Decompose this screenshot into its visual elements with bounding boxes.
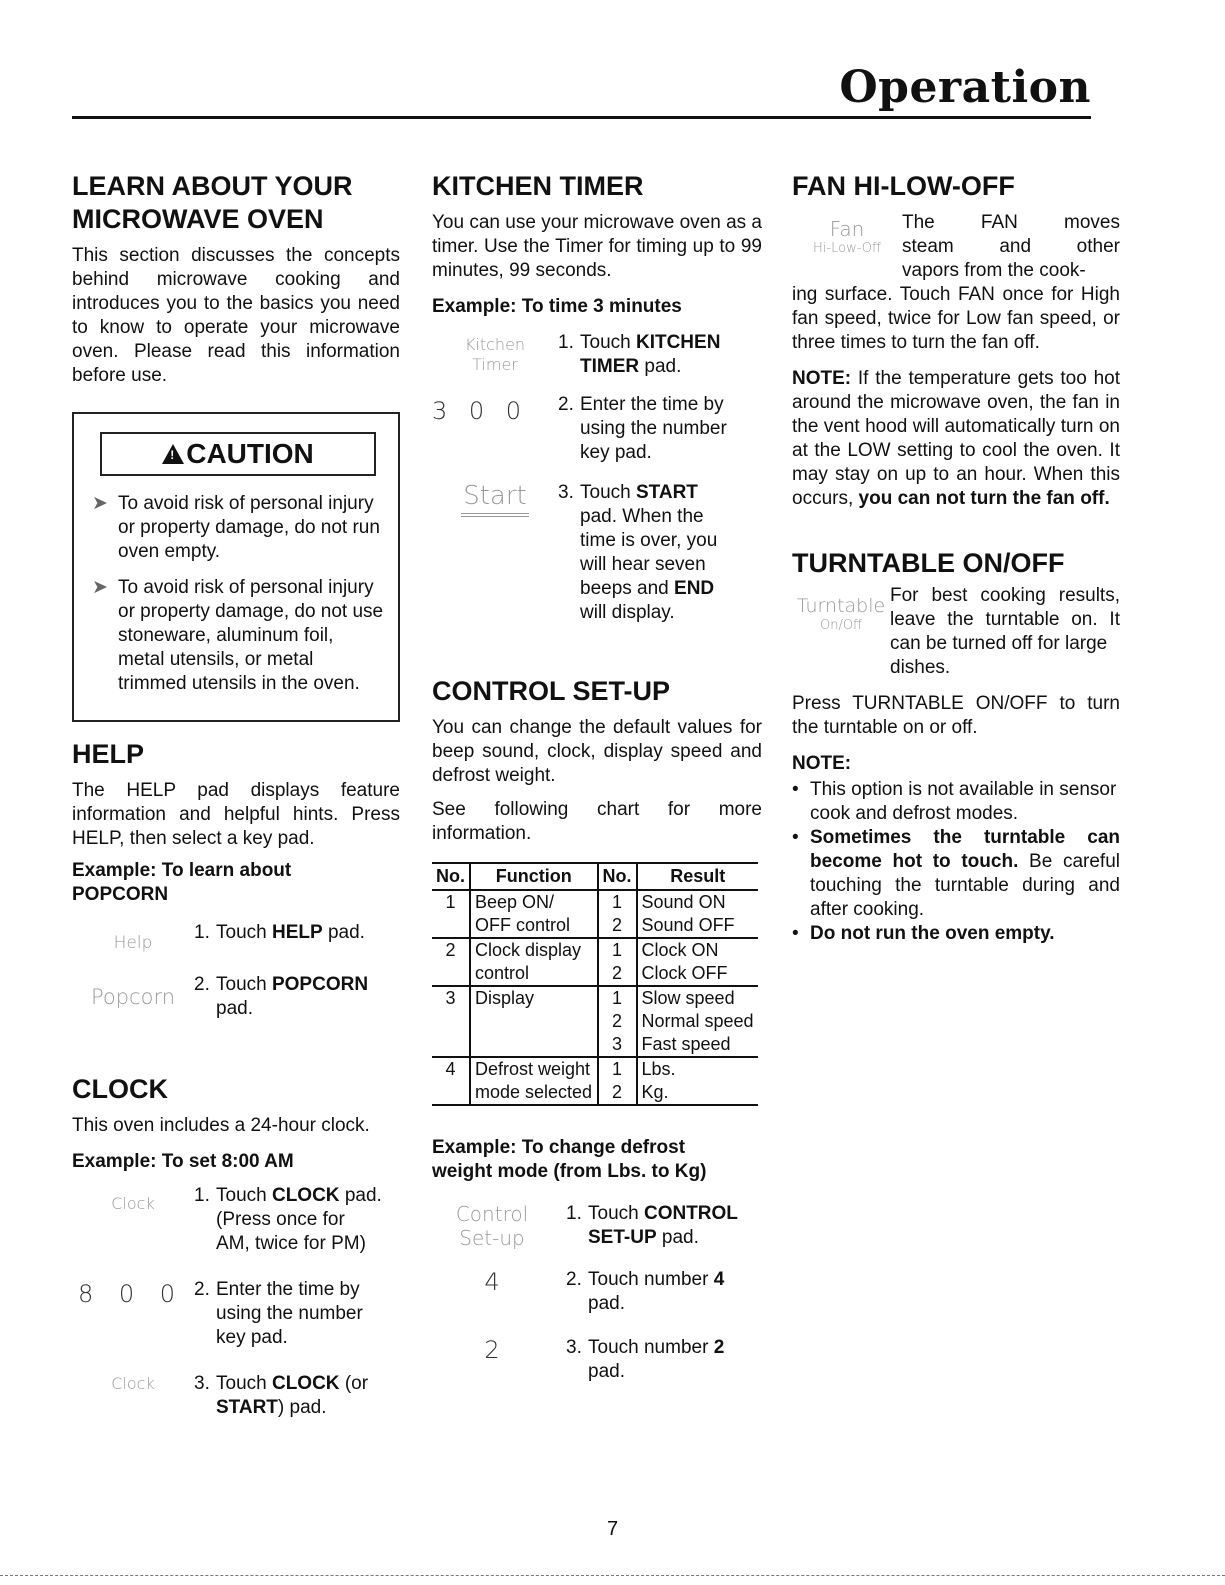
table-row: OFF control 2 Sound OFF [432,914,758,938]
fan-heading: FAN HI-LOW-OFF [792,171,1015,201]
clock-digits: 8 0 0 [78,1280,176,1308]
help-pad: Help [113,933,153,953]
start-pad: Start [432,481,558,517]
turntable-note-item: • Sometimes the turntable can become hot to touch. Be careful touching the turntable during and after cooking. [792,827,1120,920]
clock-step-1: Clock 1. Touch CLOCK pad. (Press once for AM, twice for PM) [72,1184,400,1256]
caution-box [72,412,400,722]
table-row: 1 Beep ON/ 1 Sound ON [432,890,758,914]
kitchen-timer-pad: Kitchen Timer [464,335,526,374]
timer-step-1: Kitchen Timer 1. Touch KITCHEN TIMER pad. [432,331,762,379]
timer-step-2: 3 0 0 2. Enter the time by using the number key pad. [432,394,727,463]
learn-heading: LEARN ABOUT YOUR MICROWAVE OVEN [72,171,353,234]
turntable-note-item: • This option is not available in sensor cook and defrost modes. [792,779,1117,824]
column-right [792,170,1120,946]
help-step-1: Help 1. Touch HELP pad. [72,921,400,953]
number-2-pad: 2 [484,1336,500,1364]
fan-note: NOTE: If the temperature gets too hot around the microwave oven, the fan in the vent hood will automatically turn on at the LOW setting to cool the oven. It may stay on up to an hour. When this occurs, you can not turn the fan off. [792,368,1120,509]
table-row: 3 Fast speed [432,1033,758,1057]
help-heading: HELP [72,739,145,769]
table-row: 4 Defrost weight 1 Lbs. [432,1057,758,1081]
bullet-icon: • [792,923,799,944]
warning-icon: ! [162,444,184,464]
turntable-heading: TURNTABLE ON/OFF [792,548,1065,578]
clock-example: Example: To set 8:00 AM [72,1151,294,1172]
help-example: Example: To learn about POPCORN [72,860,292,905]
control-setup-table [432,862,758,1106]
turntable-pad: Turntable On/Off [796,595,886,633]
control-body-2: See following chart for more information. [432,799,762,844]
timer-heading: KITCHEN TIMER [432,171,644,201]
table-row: mode selected 2 Kg. [432,1081,758,1105]
caution-item: ➤ To avoid risk of personal injury or property damage, do not run oven empty. [92,493,380,562]
arrow-bullet-icon: ➤ [92,493,108,514]
timer-example: Example: To time 3 minutes [432,296,682,317]
help-body: The HELP pad displays feature information and helpful hints. Press HELP, then select a key pad. [72,780,400,849]
table-row: 2 Normal speed [432,1010,758,1033]
popcorn-pad: Popcorn [90,985,176,1009]
fan-pad: Fan Hi-Low-Off [813,217,881,256]
control-body-1: You can change the default values for beep sound, clock, display speed and defrost weight. [432,717,762,786]
turntable-note-item: • Do not run the oven empty. [792,923,1055,944]
timer-body: You can use your microwave oven as a timer. Use the Timer for timing up to 99 minutes, 99 seconds. [432,212,762,281]
caution-item: ➤ To avoid risk of personal injury or property damage, do not use stoneware, aluminum foil, metal utensils, or metal trimmed utensils in the oven. [92,577,384,694]
page-number: 7 [606,1518,619,1540]
caution-title: ! CAUTION [100,432,376,476]
control-setup-pad: Control Set-up [455,1202,529,1250]
fan-body: ing surface. Touch FAN once for High fan speed, twice for Low fan speed, or three times to turn the fan off. [792,284,1120,353]
control-example: Example: To change defrost weight mode (from Lbs. to Kg) [432,1137,707,1182]
table-header: Function [470,863,598,890]
bottom-rule [0,1575,1225,1576]
header-rule [72,116,1091,119]
clock-pad: Clock [111,1194,155,1213]
clock-step-3: Clock 3. Touch CLOCK (or START) pad. [72,1372,400,1420]
control-heading: CONTROL SET-UP [432,676,671,706]
table-row: 2 Clock display 1 Clock ON [432,938,758,962]
table-header: Result [637,863,758,890]
start-pad-underline [461,513,529,517]
bullet-icon: • [792,779,799,800]
bullet-icon: • [792,827,799,848]
clock-body: This oven includes a 24-hour clock. [72,1115,370,1136]
control-step-2: 4 2. Touch number 4 pad. [432,1268,762,1316]
learn-body: This section discusses the concepts behind microwave cooking and introduces you to the basics you need to know to operate your microwave oven. Please read this information before use. [72,245,400,386]
help-step-2: Popcorn 2. Touch POPCORN pad. [72,973,400,1021]
table-row: 3 Display 1 Slow speed [432,986,758,1010]
turntable-intro: Turntable On/Off For best cooking results, leave the turntable on. It can be turned off for large dishes. [792,584,1120,680]
timer-digits: 3 0 0 [432,397,522,425]
number-4-pad: 4 [484,1268,500,1296]
clock-heading: CLOCK [72,1074,168,1104]
table-header: No. [598,863,637,890]
turntable-note-label: NOTE: [792,753,852,774]
page-title: Operation [839,62,1091,113]
table-header: No. [432,863,470,890]
fan-intro: Fan Hi-Low-Off The FAN moves steam and other vapors from the cook- [792,211,1120,283]
control-step-1: Control Set-up 1. Touch CONTROL SET-UP pad. [432,1202,762,1250]
table-row: control 2 Clock OFF [432,962,758,986]
turntable-body: Press TURNTABLE ON/OFF to turn the turntable on or off. [792,693,1120,738]
clock-pad: Clock [111,1374,155,1393]
timer-step-3: Start 3. Touch START pad. When the time is over, you will hear seven beeps and END will display. [432,481,762,625]
column-middle [432,170,762,1384]
control-step-3: 2 3. Touch number 2 pad. [432,1336,762,1384]
clock-step-2: 8 0 0 2. Enter the time by using the number key pad. [72,1278,400,1350]
column-left [72,170,400,1420]
arrow-bullet-icon: ➤ [92,577,108,598]
